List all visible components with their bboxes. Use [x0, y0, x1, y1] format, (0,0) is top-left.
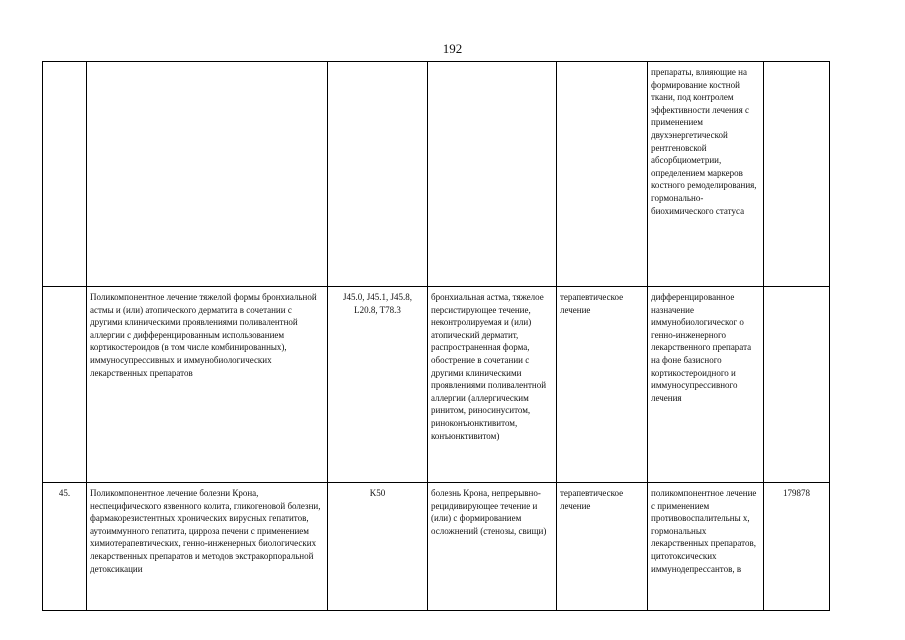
patient-model-cell: болезнь Крона, непрерывно-рецидивирующее течение и (или) с формированием осложнений (стенозы, свищи) [428, 483, 557, 611]
medical-care-table [42, 61, 830, 611]
cost-cell: 179878 [764, 483, 830, 611]
row-number-cell [43, 62, 87, 287]
treatment-type-cell: терапевтическое лечение [557, 287, 648, 483]
patient-model-cell: бронхиальная астма, тяжелое персистирующее течение, неконтролируемая и (или) атопический дерматит, распространенная форма, обострение в сочетании с другими клиническими проявлениями поливалентной аллергии (аллергическим ринитом, риносинуситом, риноконъюнктивитом, конъюнктивитом) [428, 287, 557, 483]
patient-model-cell [428, 62, 557, 287]
treatment-type-cell [557, 62, 648, 287]
icd-codes-cell [328, 62, 428, 287]
table-row [43, 483, 830, 611]
treatment-name-cell: Поликомпонентное лечение болезни Крона, неспецифического язвенного колита, гликогеновой болезни, фармакорезистентных хронических вирусных гепатитов, аутоиммунного гепатита, цирроза печени с применением химиотерапевтических, генно-инженерных биологических лекарственных препаратов и методов экстракорпоральной детоксикации [87, 483, 328, 611]
cost-cell [764, 62, 830, 287]
treatment-method-cell: препараты, влияющие на формирование костной ткани, под контролем эффективности лечения с применением двухэнергетической рентгеновской абсорбциометрии, определением маркеров костного ремоделирования, гормонально-биохимического статуса [648, 62, 764, 287]
treatment-name-cell [87, 62, 328, 287]
treatment-method-cell: поликомпонентное лечение с применением противовоспалительны х, гормональных лекарственных препаратов, цитотоксических иммунодепрессантов, в [648, 483, 764, 611]
row-number-cell [43, 287, 87, 483]
icd-codes-cell: J45.0, J45.1, J45.8, L20.8, T78.3 [328, 287, 428, 483]
icd-codes-cell: K50 [328, 483, 428, 611]
page-number: 192 [442, 41, 463, 56]
treatment-method-cell: дифференцированное назначение иммунобиологическог о генно-инженерного лекарственного препарата на фоне базисного кортикостероидного и иммуносупрессивного лечения [648, 287, 764, 483]
row-number-cell: 45. [43, 483, 87, 611]
treatment-type-cell: терапевтическое лечение [557, 483, 648, 611]
treatment-name-cell: Поликомпонентное лечение тяжелой формы бронхиальной астмы и (или) атопического дерматита в сочетании с другими клиническими проявлениями поливалентной аллергии с дифференцированным использованием кортикостероидов (в том числе комбинированных), иммуносупрессивных и иммунобиологических лекарственных препаратов [87, 287, 328, 483]
cost-cell [764, 287, 830, 483]
table-row [43, 62, 830, 287]
table-row [43, 287, 830, 483]
